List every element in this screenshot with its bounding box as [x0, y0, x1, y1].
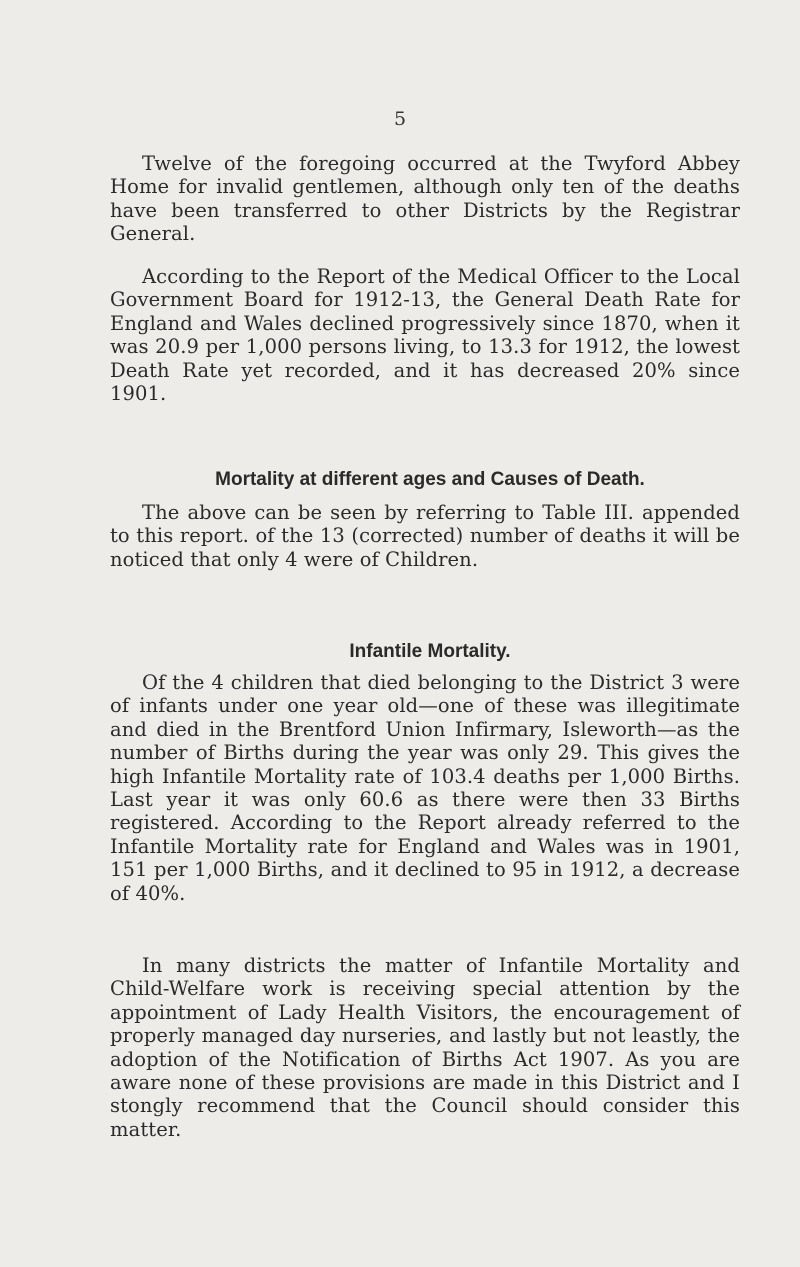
heading-mortality-causes: Mortality at different ages and Causes of Death. — [215, 469, 645, 490]
paragraph-infant-deaths: Of the 4 children that died belonging to the District 3 were of infants under one year old—one of these was illegitimate and died in the Brentford Union Infirmary, Isleworth—as the number of Births during the year was only 29. This gives the high Infantile Mortality rate of 103.4 deaths per 1,000 Births. Last year it was only 60.6 as there were then 33 Births registered. According to the Report already referred to the Infantile Mortality rate for England and Wales was in 1901, 151 per 1,000 Births, and it declined to 95 in 1912, a decrease of 40%. — [110, 671, 740, 905]
paragraph-twyford-abbey: Twelve of the foregoing occurred at the Twyford Abbey Home for invalid gentlemen, although only ten of the deaths have been transferred to other Districts by the Registrar General. — [110, 152, 740, 246]
heading-infantile-mortality: Infantile Mortality. — [349, 641, 511, 662]
page-number: 5 — [393, 108, 407, 130]
paragraph-table-reference: The above can be seen by referring to Table III. appended to this report. of the 13 (corrected) number of deaths it will be noticed that only 4 were of Children. — [110, 501, 740, 571]
paragraph-general-death-rate: According to the Report of the Medical Officer to the Local Government Board for 1912-13, the General Death Rate for England and Wales declined progressively since 1870, when it was 20.9 per 1,000 persons living, to 13.3 for 1912, the lowest Death Rate yet recorded, and it has decreased 20% since 1901. — [110, 265, 740, 406]
paragraph-child-welfare: In many districts the matter of Infantile Mortality and Child-Welfare work is receiving special attention by the appointment of Lady Health Visitors, the encouragement of properly managed day nurseries, and lastly but not leastly, the adoption of the Notification of Births Act 1907. As you are aware none of these provisions are made in this District and I stongly recommend that the Council should consider this matter. — [110, 954, 740, 1141]
